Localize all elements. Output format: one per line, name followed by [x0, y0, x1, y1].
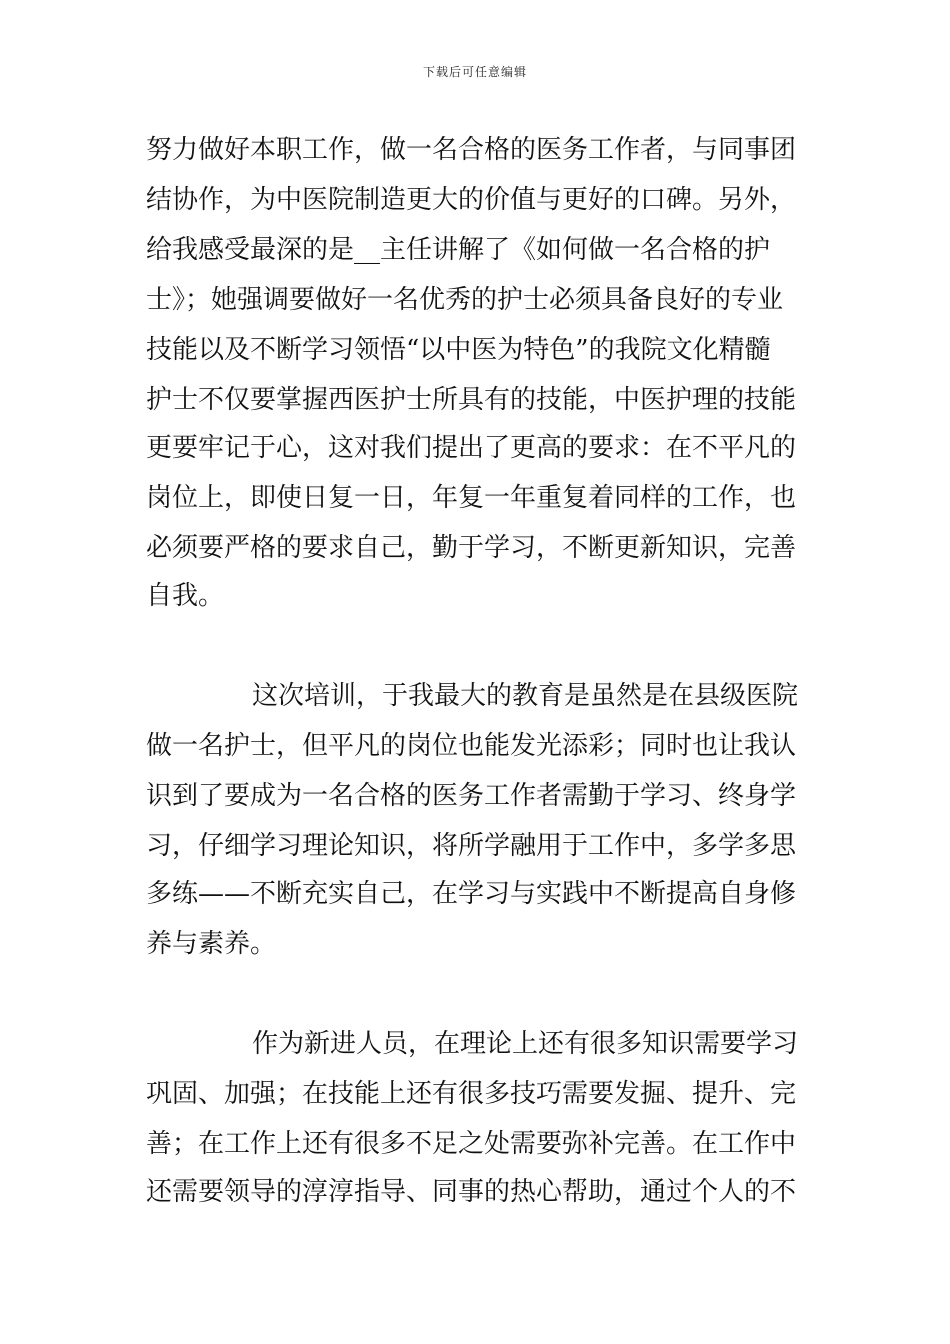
text-line: 善；在工作上还有很多不足之处需要弥补完善。在工作中: [146, 1129, 797, 1159]
text-line: 自我。: [146, 581, 225, 611]
text-line: 多练——不断充实自己，在学习与实践中不断提高自身修: [146, 879, 797, 909]
text-line: 更要牢记于心，这对我们提出了更高的要求：在不平凡的: [146, 433, 797, 463]
text-line: 给我感受最深的是__主任讲解了《如何做一名合格的护: [146, 235, 771, 265]
text-line: 养与素养。: [146, 929, 277, 959]
text-line: 习，仔细学习理论知识，将所学融用于工作中，多学多思: [146, 831, 797, 861]
text-line: 岗位上，即使日复一日，年复一年重复着同样的工作，也: [146, 483, 797, 513]
page-header: 下载后可任意编辑: [422, 65, 527, 79]
text-line: 做一名护士，但平凡的岗位也能发光添彩；同时也让我认: [146, 731, 797, 761]
text-line: 结协作，为中医院制造更大的价值与更好的口碑。另外，: [146, 185, 797, 215]
text-line-indented: 这次培训，于我最大的教育是虽然是在县级医院: [252, 681, 799, 711]
text-line: 技能以及不断学习领悟“以中医为特色”的我院文化精髓: [146, 335, 771, 365]
text-line: 努力做好本职工作，做一名合格的医务工作者，与同事团: [146, 135, 797, 165]
text-line: 必须要严格的要求自己，勤于学习，不断更新知识，完善: [146, 533, 797, 563]
text-line: 还需要领导的淳淳指导、同事的热心帮助，通过个人的不: [146, 1177, 797, 1207]
text-line: 巩固、加强；在技能上还有很多技巧需要发掘、提升、完: [146, 1079, 797, 1109]
text-line: 士》；她强调要做好一名优秀的护士必须具备良好的专业: [146, 285, 784, 315]
text-line: 识到了要成为一名合格的医务工作者需勤于学习、终身学: [146, 781, 797, 811]
text-line-indented: 作为新进人员，在理论上还有很多知识需要学习: [252, 1029, 799, 1059]
text-line: 护士不仅要掌握西医护士所具有的技能，中医护理的技能: [146, 385, 797, 415]
